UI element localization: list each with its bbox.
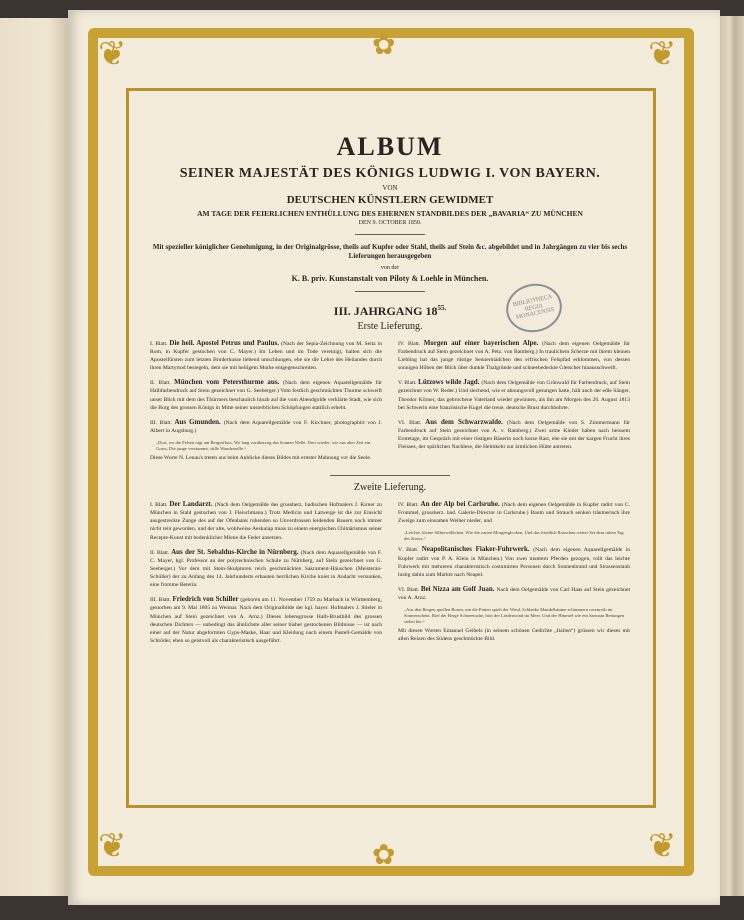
plate-entry: [150, 594, 382, 645]
von-der-text: von der: [380, 264, 400, 271]
date-line: DEN 9. OCTOBER 1850.: [358, 220, 422, 226]
jahrgang-heading: [150, 304, 630, 319]
left-page: [0, 18, 69, 896]
page-content: [150, 120, 630, 650]
plate-number: II. Blatt.: [150, 549, 172, 556]
plate-afterword: Diese Worte N. Lenau's treten aus beim Anblicke dieses Bildes mit ernster Mahnung vor die Seele.: [150, 455, 372, 461]
plate-number: III. Blatt.: [150, 419, 175, 426]
plate-title: München vom Petersthurme aus.: [174, 378, 284, 387]
plate-description: (Nach dem eigenen Aquarellgemälde in Kupfer radirt von P. A. Klein in München.) Von zwei muntern Pferden gezogen, rollt das leichte Fuhrwerk mit mehreren charakteristisch costumirten Personen durch Sonnenbrand und Strassenstaub lustig dahin zum Markte nach Neapel.: [398, 547, 630, 578]
corner-ornament-icon: ❦: [648, 36, 677, 73]
plate-entry: [398, 544, 630, 578]
plate-number: II. Blatt.: [150, 380, 175, 387]
plate-description: (geboren am 11. November 1759 zu Marbach in Württemberg, gestorben am 9. Mai 1805 zu Weimar. Nach dem Originalbilde der kgl. bayer. Hofmalers J. Stieler in München auf Stein gezeichnet von A. Arnz.) Dieses lebensgrosse Halb-Brustbild des grossen deutschen Dichters — unbedingt das ähnlichste aller seiner bisher gestochenen Bildnisse — ist nach einer auf der Natur abgeformten Gyps-Maske, Haar und Kleidung nach einem Pastell-Gemälde von Schröder, eben so geistvoll als charakteristisch ausgeführt.: [150, 597, 383, 644]
corner-ornament-icon: ❦: [98, 828, 127, 865]
plate-title: Bei Nizza am Golf Juan.: [420, 584, 497, 593]
jahrgang-sup: 55.: [437, 303, 447, 312]
lieferung-1-left-column: [150, 338, 382, 467]
plate-number: I. Blatt.: [150, 502, 170, 509]
plate-title: Aus der St. Sebaldus-Kirche in Nürnberg.: [171, 547, 301, 556]
plate-title: Friedrich von Schiller: [172, 595, 241, 604]
lieferung-2-left-column: [150, 499, 382, 650]
plate-description: (Nach dem Oelgemälde des grossherz. badischen Hofmalers J. Kirner zu München in Stahl gestochen von J. Fleischmann.) Trotz Medicin und Latwerge ist die zur Einsicht ausgestreckte Zunge des auf der Ofenbank ruhenden so Unverdrossen leidenden Bauern noch immer nicht rein geworden, und der alte, wohlweise Aeskulap muss zu einem energischen Chimärismus seiner Recepte-Kunst mit bedenklicher Miene die Feder ansetzen.: [150, 502, 382, 541]
lieferung-2-heading: Zweite Lieferung.: [353, 482, 427, 494]
plate-description: (Nach dem eigenen Aquarellgemälde für Halbfarbendruck auf Stein gezeichnet von G. Seeberger.) Vom festlich geschmückten Thurme schweift unser Blick mit dem des Thürmers beschaulich hinab auf die vom Abendgolde verklärte Stadt, wie sich die Burg des grossen Königs in Mitte seiner unsterblichen Schöpfungen stattlich erhebt.: [150, 380, 382, 411]
plate-title: Der Landarzt.: [169, 500, 215, 509]
plate-entry: [150, 417, 382, 435]
plate-number: I. Blatt.: [150, 340, 170, 347]
plate-title: Aus Gmunden.: [174, 417, 224, 426]
plate-title: Die heil. Apostel Petrus und Paulus.: [169, 338, 282, 347]
plate-entry: [398, 499, 630, 525]
plate-description: (Nach dem eigenen Oelgemälde in Kupfer radirt von C. Frommel, grossherz. bad. Galerie-Director in Carlsruhe.) Baum und Strauch senken träumerisch ihre Zweige zum einsamen Weiher nieder, und: [398, 502, 630, 525]
plate-title: Aus dem Schwarzwalde.: [425, 417, 508, 426]
lieferung-2-right-column: [398, 499, 630, 650]
plate-entry: [150, 377, 382, 411]
lieferung-1-right-column: [398, 338, 630, 467]
bottom-ornament-icon: ✿: [372, 840, 396, 871]
title-block: [150, 132, 630, 332]
lieferung-2-columns: [150, 499, 630, 650]
page-title: ALBUM: [336, 132, 444, 161]
lieferung-1-columns: [150, 338, 630, 467]
divider: [355, 291, 425, 292]
plate-number: V. Blatt.: [398, 547, 422, 554]
jahrgang-text: III. JAHRGANG 18: [333, 303, 438, 318]
lieferung-1-heading: Erste Lieferung.: [357, 320, 423, 332]
plate-entry: [398, 584, 630, 602]
corner-ornament-icon: ❦: [648, 828, 677, 865]
plate-title: Neapolitanisches Fiaker-Fuhrwerk.: [421, 545, 534, 554]
plate-title: Morgen auf einer bayerischen Alpe.: [423, 338, 543, 347]
plate-number: III. Blatt.: [150, 597, 173, 604]
plate-description: (Nach dem eigenen Oelgemälde für Farbendruck auf Stein gezeichnet von A. Petz. von Bamberg.) In traulichem Scherze mit ihrem kleinen Liebling hat das junge rüstige Sennermädchen den erfrischen Felspfad erklommen, von dessen sonnigen Höhen der Blick über dunkle Thalgründe und schneebedeckte Gletscher hinausschweift.: [398, 340, 630, 372]
plate-description: (Nach der Sepia-Zeichnung von M. Seitz in Rom, in Kupfer gestochen von C. Mayer.) Im Leben und im Tode vereinigt, halten sich die Apostelfürsten zum letzten Bruderkusse liebend umschlungen, ehe sie die Lehre des Heilandes durch ihren Martyrtod besiegeln, dem sie mit heiligem Muthe entgegenschreiten.: [150, 340, 382, 372]
plate-number: IV. Blatt.: [398, 340, 424, 347]
page-edges: [720, 16, 744, 896]
occasion-line: AM TAGE DER FEIERLICHEN ENTHÜLLUNG DES EHERNEN STANDBILDES DER „BAVARIA“ ZU MÜNCHEN: [197, 209, 583, 218]
plate-quote: „Dort, wo die Felsen ragt am Bergesfluss, Wo lang vorüberzog das Sonnen Welle, Dort wieder, wie aus alter Zeit ein Gruss, Die junge verstummt, stille Wanderzelle.“: [156, 440, 371, 452]
plate-title: Lützows wilde Jagd.: [418, 378, 482, 387]
plate-number: VI. Blatt.: [398, 419, 426, 426]
plate-number: IV. Blatt.: [398, 502, 421, 509]
divider: [355, 234, 425, 235]
permission-text: Mit spezieller königlicher Genehmigung, in der Originalgrösse, theils auf Kupfer oder Stahl, theils auf Stein &c. abgebildet und in Jahrgängen zu vier bis sechs Lieferungen herausgegeben: [152, 243, 628, 261]
plate-title: An der Alp bei Carlsruhe.: [420, 500, 502, 509]
dedication-subtitle: SEINER MAJESTÄT DES KÖNIGS LUDWIG I. VON BAYERN.: [179, 166, 601, 181]
plate-quote: „Aus den Bergen quellen Rosen, um die Pinien spielt der Wind, Schlanke Mandelbäume schimmern rosenroth im Sonnenschein. Rief der Berge Schneetuche, hört der Lindenwind im Meer, Und der Himmel wie ein Sarmatn Bettungen stehet her.“: [404, 607, 625, 625]
top-ornament-icon: ✿: [372, 30, 396, 61]
stamp-text: BIBLIOTHECA REGIA MONACENSIS: [512, 294, 556, 322]
lieferung-2-block: [150, 482, 630, 493]
von-text: VON: [382, 184, 398, 192]
plate-quote: „Leichte, kleine Silberwölkchen, Wie die zarten Morgenglocken, Und das friedlich Rauschen weiter Sei dem ruhen Tag des Kreuz.“: [404, 530, 624, 542]
corner-ornament-icon: ❦: [98, 36, 127, 73]
plate-entry: [398, 417, 630, 451]
section-separator: [330, 475, 450, 476]
plate-description: (Nach dem Oelgemälde von S. Zimmermann für Farbendruck auf Stein gezeichnet von A. v. Ramberg.) Zwei arme Kinder haben nach heissem Erntetage, im Gespräch mit einer rüstigen Bäuerin noch kurze Rast, ehe sie mit der kargen Frucht ihres Fleisses, der spärlichen Nachlese, die Heimkehr zur ärmlichen Hütte antreten.: [398, 419, 630, 451]
plate-afterword: Mit diesen Worten Emanuel Geibels (in seinem schönen Gedichte „Italien“) grüssen wir dieses mit allen Reizen des Südens geschmückte Bild.: [398, 628, 630, 643]
plate-entry: [398, 377, 630, 411]
plate-number: VI. Blatt.: [398, 586, 421, 593]
plate-entry: [150, 338, 382, 372]
plate-description: (Nach dem Oelgemälde von Grünwald für Farbendruck, auf Stein gezeichnet von W. Reder.) Und siechend, wie er ahnungsvoll gesungen hatte, hält auch der edle Sänger, Theodor Körner, das gebrochene Vaterland wieder gewinnen, als ihn am Morgen des 26. August 1813 bei Schwerin eine französische Kugel die treue, deutsche Brust durchbohrte.: [398, 380, 630, 411]
plate-description: (Nach dem Aquarellgemälde von F. Kirchner, photographirt von J. Albert in Augsburg.): [150, 419, 382, 434]
plate-entry: [150, 547, 382, 590]
plate-number: V. Blatt.: [398, 380, 419, 387]
plate-description: Nach dem Oelgemälde von Carl Haas auf Stein gezeichnet von A. Arnz.: [398, 586, 631, 602]
publisher-line: K. B. priv. Kunstanstalt von Piloty & Loehle in München.: [291, 273, 489, 283]
artists-line: DEUTSCHEN KÜNSTLERN GEWIDMET: [286, 194, 494, 206]
plate-entry: [398, 338, 630, 372]
plate-description: (Nach dem Aquarellgemälde von F. C. Mayer, kgl. Professor an der polytechnischen Schule zu Nürnberg, auf Stein gezeichnet von G. Seeberger.) Vor dem mit Stein-Skulpturen reich geschmückten Sakrament-Häuschen (Meisterau-Schüller) der zu Anfang des 14. Jahrhunderts erbauten herrlichen Kirche kniet in Andacht versunken, eine fromme Beterin.: [150, 549, 382, 589]
plate-entry: [150, 499, 382, 542]
